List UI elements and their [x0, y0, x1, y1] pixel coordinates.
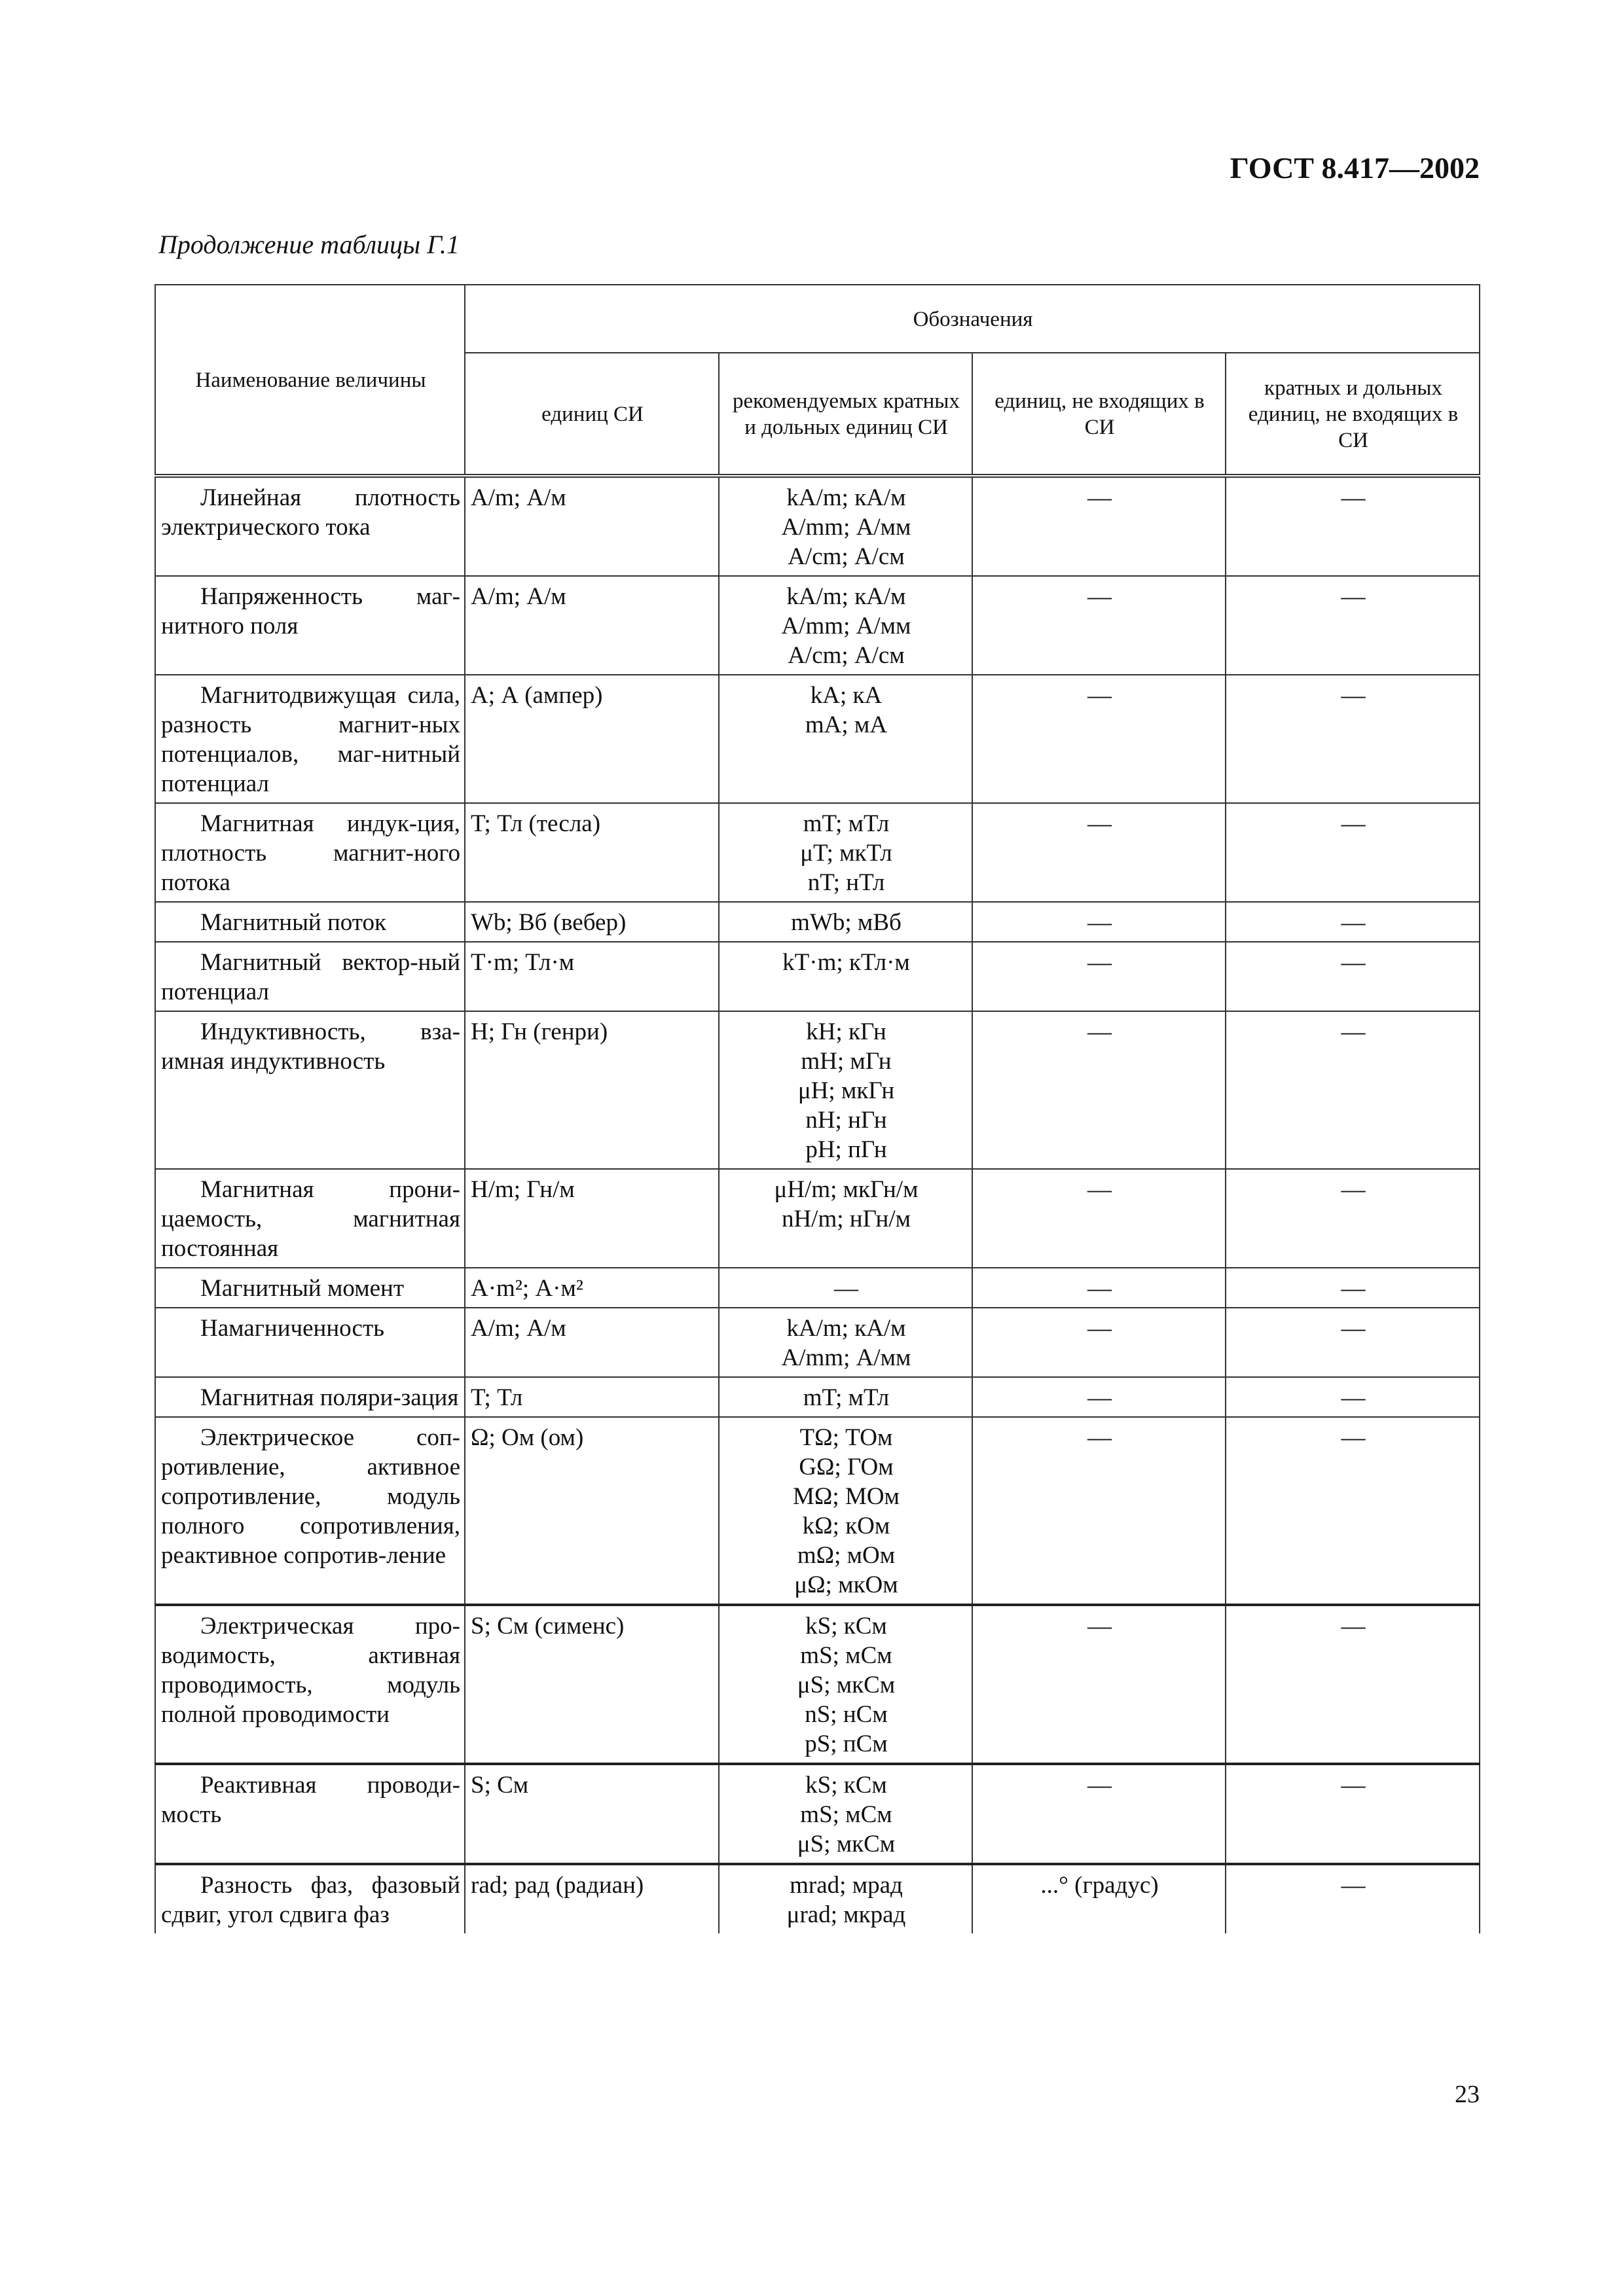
si-unit-cell: T·m; Тл·м — [465, 942, 719, 1011]
header-quantity-name: Наименование величины — [155, 285, 465, 476]
table-row — [155, 1605, 1480, 1764]
table-row — [155, 1011, 1480, 1169]
page-number: 23 — [1455, 2081, 1480, 2108]
quantity-name-cell — [155, 1605, 465, 1764]
non-si-multiples-cell: — — [1226, 1308, 1480, 1377]
non-si-unit-cell: — — [972, 1605, 1226, 1764]
recommended-unit: mS; мСм — [800, 1642, 892, 1669]
recommended-unit: mWb; мВб — [791, 909, 902, 936]
quantity-name-cell — [155, 803, 465, 902]
non-si-unit-cell: — — [972, 1764, 1226, 1864]
non-si-multiples-cell: — — [1226, 1605, 1480, 1764]
table-continuation-caption: Продолжение таблицы Г.1 — [158, 230, 460, 259]
recommended-unit: — — [834, 1275, 858, 1302]
recommended-multiples-cell — [719, 803, 972, 902]
recommended-unit: nH; нГн — [805, 1107, 887, 1134]
non-si-multiples-cell: — — [1226, 942, 1480, 1011]
non-si-unit-cell: — — [972, 902, 1226, 942]
recommended-multiples-cell — [719, 576, 972, 675]
recommended-multiples-cell — [719, 1864, 972, 1933]
recommended-unit: μS; мкСм — [797, 1672, 896, 1698]
si-unit-cell: A/m; А/м — [465, 576, 719, 675]
recommended-unit: kS; кСм — [805, 1613, 887, 1640]
si-unit-cell: A·m²; А·м² — [465, 1268, 719, 1308]
recommended-unit: kT·m; кТл·м — [782, 949, 910, 976]
table-body — [155, 476, 1480, 1933]
recommended-unit: nH/m; нГн/м — [781, 1206, 911, 1232]
recommended-unit: mrad; мрад — [790, 1872, 903, 1899]
table-row — [155, 1377, 1480, 1417]
recommended-unit: μH; мкГн — [797, 1077, 895, 1104]
table-row — [155, 902, 1480, 942]
si-unit-cell: H; Гн (генри) — [465, 1011, 719, 1169]
recommended-multiples-cell — [719, 675, 972, 803]
recommended-unit: A/mm; А/мм — [781, 1344, 911, 1371]
quantity-name: Реактивная проводи-мость — [161, 1772, 460, 1828]
non-si-multiples-cell: — — [1226, 1417, 1480, 1605]
si-unit-cell: H/m; Гн/м — [465, 1169, 719, 1268]
recommended-unit: kS; кСм — [805, 1772, 887, 1799]
quantity-name: Магнитный момент — [200, 1275, 404, 1302]
si-unit-cell: A; А (ампер) — [465, 675, 719, 803]
recommended-unit: nS; нСм — [805, 1701, 888, 1728]
recommended-unit: kH; кГн — [806, 1018, 886, 1045]
quantity-name-cell — [155, 1864, 465, 1933]
recommended-unit: μT; мкТл — [800, 840, 892, 867]
recommended-unit: kA/m; кА/м — [786, 583, 906, 610]
quantity-name: Электрическая про-водимость, активная проводимость, модуль полной проводимости — [161, 1613, 460, 1728]
quantity-name: Линейная плотность электрического тока — [161, 484, 460, 541]
non-si-unit-cell: — — [972, 476, 1226, 576]
quantity-name-cell — [155, 576, 465, 675]
recommended-multiples-cell — [719, 1764, 972, 1864]
quantity-name: Напряженность маг-нитного поля — [161, 583, 460, 639]
header-non-si-units: единиц, не входящих в СИ — [972, 353, 1226, 476]
quantity-name: Электрическое соп-ротивление, активное сопротивление, модуль полного сопротивления, реактивное сопротив-ление — [161, 1424, 460, 1569]
table-row — [155, 675, 1480, 803]
recommended-multiples-cell — [719, 1417, 972, 1605]
recommended-unit: mH; мГн — [801, 1048, 892, 1075]
recommended-multiples-cell — [719, 1308, 972, 1377]
recommended-unit: mT; мТл — [803, 1384, 890, 1411]
table-row — [155, 1268, 1480, 1308]
recommended-unit: A/mm; А/мм — [781, 613, 911, 639]
si-unit-cell: Wb; Вб (вебер) — [465, 902, 719, 942]
recommended-unit: pH; пГн — [805, 1136, 887, 1163]
quantity-name: Намагниченность — [200, 1315, 385, 1342]
quantity-name: Разность фаз, фазовый сдвиг, угол сдвига фаз — [161, 1872, 460, 1928]
si-unit-cell: S; См — [465, 1764, 719, 1864]
non-si-multiples-cell: — — [1226, 1377, 1480, 1417]
quantity-name-cell — [155, 675, 465, 803]
quantity-name-cell — [155, 1268, 465, 1308]
table-row — [155, 1864, 1480, 1933]
quantity-name-cell — [155, 1011, 465, 1169]
quantity-name-cell — [155, 942, 465, 1011]
non-si-multiples-cell: — — [1226, 576, 1480, 675]
quantity-name-cell — [155, 476, 465, 576]
quantity-name: Магнитный поток — [200, 909, 386, 936]
non-si-unit-cell: — — [972, 1011, 1226, 1169]
recommended-unit: GΩ; ГОм — [799, 1454, 894, 1480]
recommended-unit: MΩ; МОм — [793, 1483, 900, 1510]
non-si-multiples-cell: — — [1226, 675, 1480, 803]
recommended-unit: mA; мА — [805, 711, 888, 738]
table-row — [155, 1417, 1480, 1605]
quantity-name-cell — [155, 1417, 465, 1605]
non-si-unit-cell: — — [972, 576, 1226, 675]
units-table — [155, 284, 1480, 1933]
quantity-name: Магнитный вектор-ный потенциал — [161, 949, 460, 1005]
quantity-name-cell — [155, 1377, 465, 1417]
header-non-si-multiples: кратных и дольных единиц, не входящих в СИ — [1226, 353, 1480, 476]
recommended-unit: kΩ; кОм — [802, 1513, 890, 1539]
non-si-unit-cell: — — [972, 1417, 1226, 1605]
quantity-name: Индуктивность, вза-имная индуктивность — [161, 1018, 460, 1075]
si-unit-cell: T; Тл (тесла) — [465, 803, 719, 902]
recommended-unit: μH/m; мкГн/м — [774, 1176, 919, 1203]
recommended-unit: mT; мТл — [803, 810, 890, 837]
recommended-unit: A/cm; А/см — [788, 543, 905, 570]
recommended-multiples-cell — [719, 1605, 972, 1764]
recommended-unit: kA/m; кА/м — [786, 1315, 906, 1342]
non-si-unit-cell: — — [972, 1377, 1226, 1417]
recommended-unit: nT; нТл — [807, 869, 885, 896]
non-si-unit-cell: ...° (градус) — [972, 1864, 1226, 1933]
quantity-name: Магнитная прони-цаемость, магнитная постоянная — [161, 1176, 460, 1262]
non-si-unit-cell: — — [972, 1308, 1226, 1377]
table-row — [155, 1764, 1480, 1864]
table-row — [155, 942, 1480, 1011]
recommended-unit: A/cm; А/см — [788, 642, 905, 669]
header-si-units: единиц СИ — [465, 353, 719, 476]
recommended-unit: mΩ; мОм — [797, 1542, 896, 1569]
recommended-multiples-cell — [719, 942, 972, 1011]
recommended-unit: μS; мкСм — [797, 1831, 896, 1857]
non-si-unit-cell: — — [972, 1268, 1226, 1308]
table-row — [155, 1308, 1480, 1377]
quantity-name: Магнитная поляри-зация — [200, 1384, 459, 1411]
document-code: ГОСТ 8.417—2002 — [1230, 151, 1480, 185]
recommended-unit: μrad; мкрад — [786, 1901, 906, 1928]
quantity-name: Магнитодвижущая сила, разность магнит-ных потенциалов, маг-нитный потенциал — [161, 682, 460, 797]
non-si-multiples-cell: — — [1226, 902, 1480, 942]
recommended-multiples-cell — [719, 1011, 972, 1169]
si-unit-cell: S; См (сименс) — [465, 1605, 719, 1764]
recommended-multiples-cell — [719, 1377, 972, 1417]
recommended-unit: kA; кА — [810, 682, 883, 709]
header-designations: Обозначения — [465, 285, 1480, 353]
si-unit-cell: T; Тл — [465, 1377, 719, 1417]
quantity-name-cell — [155, 1308, 465, 1377]
recommended-unit: A/mm; А/мм — [781, 514, 911, 541]
table-row — [155, 803, 1480, 902]
non-si-unit-cell: — — [972, 675, 1226, 803]
header-recommended-multiples: рекомендуемых кратных и дольных единиц СИ — [719, 353, 972, 476]
non-si-multiples-cell: — — [1226, 1011, 1480, 1169]
recommended-multiples-cell — [719, 902, 972, 942]
si-unit-cell: Ω; Ом (ом) — [465, 1417, 719, 1605]
table-row — [155, 1169, 1480, 1268]
si-unit-cell: A/m; А/м — [465, 1308, 719, 1377]
non-si-multiples-cell: — — [1226, 476, 1480, 576]
non-si-multiples-cell: — — [1226, 1864, 1480, 1933]
non-si-multiples-cell: — — [1226, 1169, 1480, 1268]
non-si-multiples-cell: — — [1226, 803, 1480, 902]
table-row — [155, 576, 1480, 675]
recommended-multiples-cell — [719, 1169, 972, 1268]
recommended-unit: pS; пСм — [805, 1731, 888, 1757]
quantity-name-cell — [155, 902, 465, 942]
recommended-unit: TΩ; ТОм — [799, 1424, 893, 1451]
recommended-multiples-cell — [719, 1268, 972, 1308]
non-si-multiples-cell: — — [1226, 1268, 1480, 1308]
quantity-name-cell — [155, 1764, 465, 1864]
quantity-name-cell — [155, 1169, 465, 1268]
recommended-unit: kA/m; кА/м — [786, 484, 906, 511]
si-unit-cell: A/m; А/м — [465, 476, 719, 576]
quantity-name: Магнитная индук-ция, плотность магнит-ного потока — [161, 810, 460, 896]
si-unit-cell: rad; рад (радиан) — [465, 1864, 719, 1933]
table-row — [155, 476, 1480, 576]
non-si-unit-cell: — — [972, 803, 1226, 902]
table-header — [155, 285, 1480, 476]
non-si-multiples-cell: — — [1226, 1764, 1480, 1864]
recommended-unit: mS; мСм — [800, 1801, 892, 1828]
non-si-unit-cell: — — [972, 1169, 1226, 1268]
recommended-unit: μΩ; мкОм — [794, 1571, 898, 1598]
recommended-multiples-cell — [719, 476, 972, 576]
non-si-unit-cell: — — [972, 942, 1226, 1011]
